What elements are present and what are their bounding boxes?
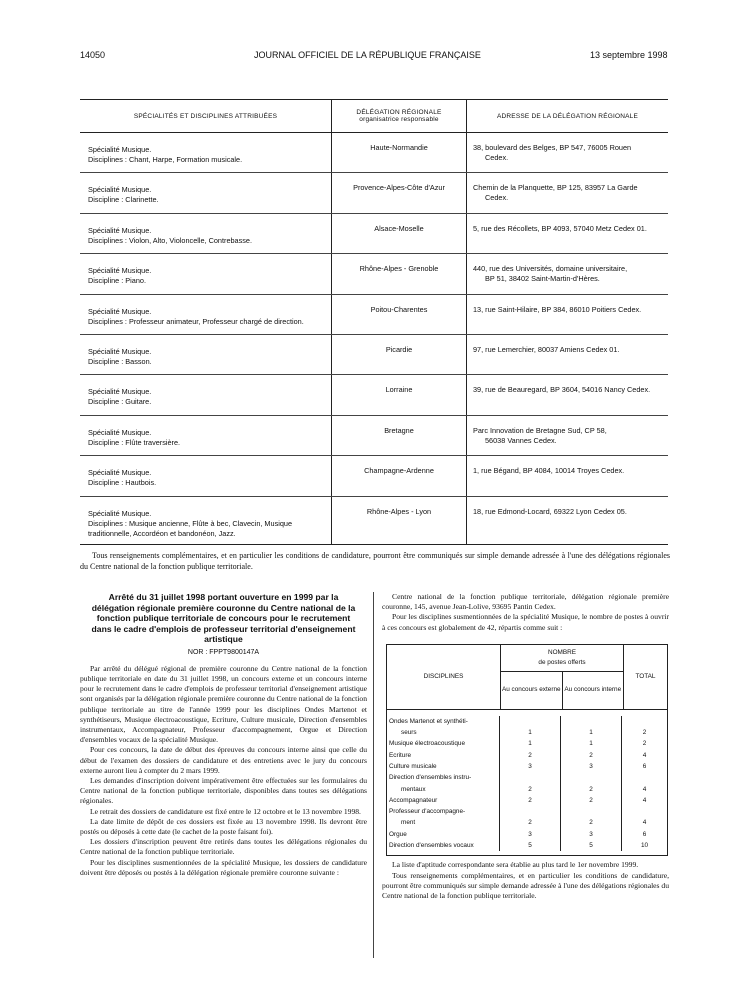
discipline-cell [389, 829, 499, 840]
adresse-line2: Cedex. [485, 153, 509, 162]
arrete-title: Arrêté du 31 juillet 1998 portant ouverture en 1999 par la délégation régionale première couronne du Centre national de la fonction publique territoriale de concours pour le recrutement dans le cadre d'emplois de professeur territorial d'enseignement artistique [91, 592, 356, 644]
interne-value: 5 [589, 842, 593, 850]
cell-adresse [467, 295, 668, 334]
specialite-text: Spécialité Musique. [88, 225, 152, 235]
disciplines-text: Discipline : Basson. [88, 356, 152, 366]
table-row [80, 254, 668, 294]
postes-table-header [387, 645, 667, 710]
col-header-nombre-sub: de postes offerts [538, 658, 586, 666]
disciplines-text: Discipline : Guitare. [88, 397, 152, 407]
cell-delegation: Rhône-Alpes - Grenoble [332, 254, 467, 293]
col-header-total: TOTAL [635, 672, 656, 680]
col-header-specialites: SPÉCIALITÉS ET DISCIPLINES ATTRIBUÉES [80, 100, 332, 132]
disciplines-text: Disciplines : Musique ancienne, Flûte à bec, Clavecin, Musique traditionnelle, Accordéon et bandonéon, Jazz. [88, 518, 293, 538]
discipline-name: Direction d'ensembles vocaux [389, 842, 474, 850]
interne-value: 2 [589, 819, 593, 827]
cell-adresse [467, 497, 668, 544]
col-header-delegation-line1: DÉLÉGATION RÉGIONALE [356, 109, 442, 116]
cell-delegation: Lorraine [332, 375, 467, 414]
discipline-name-cont: mentaux [401, 785, 426, 793]
cell-specialite [80, 335, 332, 374]
cell-delegation: Champagne-Ardenne [332, 456, 467, 495]
adresse-line1: 38, boulevard des Belges, BP 547, 76005 Rouen [473, 143, 632, 152]
body-paragraph: Par arrêté du délégué régional de première couronne du Centre national de la fonction publique territoriale en date du 31 juillet 1998, un concours externe et un concours interne pour le recrutement dans le cadre d'emplois de professeur territorial d'enseignement artistique sont organisés par la délégation régionale première couronne du Centre national de la fonction publique territoriale au titre de l'année 1999 pour les disciplines Ondes Martenot et synthétiseurs, Musique électroacoustique, Ecriture, Culture musicale, Direction d'ensembles instrumentaux, Accompagnateur, Professeur d'accompagnement, Orgue et Direction d'ensembles vocaux de la spécialité Musique. [80, 663, 367, 745]
cell-specialite [80, 133, 332, 172]
cell-specialite [80, 254, 332, 293]
cell-delegation: Picardie [332, 335, 467, 374]
interne-column [561, 716, 622, 852]
adresse-line1: Chemin de la Planquette, BP 125, 83957 La Garde [473, 183, 638, 193]
col-header-concours [501, 672, 623, 709]
total-value: 2 [642, 740, 647, 748]
cell-adresse [467, 416, 668, 455]
cell-delegation: Rhône-Alpes - Lyon [332, 497, 467, 544]
total-value: 10 [640, 842, 649, 850]
adresse-line1: 440, rue des Universités, domaine universitaire, [473, 264, 628, 274]
externe-value: 1 [528, 729, 532, 737]
specialite-text: Spécialité Musique. [88, 306, 152, 316]
body-paragraph: Les demandes d'inscription doivent impérativement être effectuées sur les formulaires du Centre national de la fonction publique territoriale, disponibles dans toutes ses délégations régionales. [80, 775, 367, 806]
discipline-cell [389, 761, 499, 772]
col-header-interne: Au concours interne [564, 686, 622, 694]
table-row [80, 497, 668, 544]
adresse-line2: BP 51, 38402 Saint-Martin-d'Hères. [485, 274, 600, 284]
note-paragraph: Tous renseignements complémentaires, et en particulier les conditions de candidature, pourront être communiqués sur simple demande adressée à l'une des délégations régionales du Centre national de la fonction publique territoriale. [80, 551, 670, 571]
discipline-name: Ecriture [389, 751, 412, 759]
table-row [80, 295, 668, 335]
discipline-name-cont: seurs [401, 729, 417, 737]
externe-value: 2 [528, 751, 532, 759]
adresse-line1: 18, rue Edmond-Locard, 69322 Lyon Cedex 05. [473, 506, 627, 516]
table-header [80, 100, 668, 133]
right-column [382, 592, 669, 901]
interne-value: 2 [589, 796, 593, 804]
table-row [80, 456, 668, 496]
discipline-cell [389, 716, 499, 739]
cell-delegation: Poitou-Charentes [332, 295, 467, 334]
col-header-nombre [501, 645, 623, 672]
discipline-cell [389, 772, 499, 795]
total-value: 4 [642, 819, 647, 827]
specialite-text: Spécialité Musique. [88, 387, 152, 397]
page-number: 14050 [80, 50, 106, 60]
body-paragraph: La date limite de dépôt de ces dossiers est fixée au 13 novembre 1998. Ils devront être postés ou déposés à cette date (le cachet de la poste faisant foi). [80, 816, 367, 836]
disciplines-text: Discipline : Flûte traversière. [88, 437, 181, 447]
adresse-line1: 5, rue des Récollets, BP 4093, 57040 Metz Cedex 01. [473, 223, 647, 233]
discipline-name: Orgue [389, 830, 407, 838]
delegations-table [80, 99, 668, 545]
body-paragraph: Tous renseignements complémentaires, et en particulier les conditions de candidature, pourront être communiqués sur simple demande adressée à l'une des délégations régionales du Centre national de la fonction publique territoriale. [382, 870, 669, 900]
cell-specialite [80, 173, 332, 212]
discipline-name: Culture musicale [389, 763, 437, 770]
externe-value: 1 [528, 740, 532, 748]
left-column [80, 592, 367, 878]
disciplines-text: Disciplines : Violon, Alto, Violoncelle, Contrebasse. [88, 235, 253, 245]
total-value: 6 [642, 763, 647, 770]
specialite-text: Spécialité Musique. [88, 185, 152, 195]
adresse-line2: 56038 Vannes Cedex. [485, 435, 557, 445]
body-paragraph: Le retrait des dossiers de candidature est fixé entre le 12 octobre et le 13 novembre 1998. [90, 806, 361, 816]
discipline-name: Musique électroacoustique [389, 740, 466, 748]
discipline-name-cont: ment [401, 819, 416, 827]
table-row [80, 133, 668, 173]
disciplines-column [387, 716, 500, 852]
table-row [80, 416, 668, 456]
issue-date: 13 septembre 1998 [590, 50, 668, 60]
col-header-nombre-label: NOMBRE [547, 648, 577, 656]
cell-adresse [467, 375, 668, 414]
cell-specialite [80, 497, 332, 544]
discipline-name: Accompagnateur [389, 796, 438, 804]
specialite-text: Spécialité Musique. [88, 145, 152, 154]
cell-delegation: Provence-Alpes-Côte d'Azur [332, 173, 467, 212]
disciplines-text: Discipline : Clarinette. [88, 195, 159, 205]
body-paragraph: Les dossiers d'inscription peuvent être retirés dans toutes les délégations régionales du Centre national de la fonction publique territoriale. [80, 837, 367, 857]
cell-specialite [80, 295, 332, 334]
total-value: 4 [642, 785, 647, 793]
adresse-line1: 39, rue de Beauregard, BP 3604, 54016 Nancy Cedex. [473, 385, 651, 395]
adresse-line2: Cedex. [485, 193, 509, 203]
disciplines-text: Disciplines : Professeur animateur, Professeur chargé de direction. [88, 316, 304, 326]
interne-value: 3 [589, 763, 593, 770]
specialite-text: Spécialité Musique. [88, 468, 152, 478]
col-header-disciplines: DISCIPLINES [387, 645, 501, 709]
externe-value: 3 [528, 763, 532, 770]
externe-value: 2 [528, 796, 532, 804]
disciplines-text: Disciplines : Chant, Harpe, Formation musicale. [88, 155, 243, 164]
interne-value: 1 [589, 740, 593, 748]
col-header-delegation-line2: organisatrice responsable [359, 116, 439, 123]
interne-value: 1 [589, 729, 593, 737]
journal-title: JOURNAL OFFICIEL DE LA RÉPUBLIQUE FRANÇAISE [254, 50, 481, 60]
discipline-cell [389, 806, 499, 829]
interne-value: 3 [589, 830, 593, 838]
col-header-externe: Au concours externe [501, 672, 563, 709]
externe-value: 5 [528, 842, 532, 850]
discipline-name: Professeur d'accompagne- [389, 808, 466, 816]
total-value: 4 [642, 796, 647, 804]
cell-adresse [467, 456, 668, 495]
total-value: 6 [642, 830, 647, 838]
cell-adresse [467, 173, 668, 212]
interne-value: 2 [589, 751, 593, 759]
col-header-delegation [332, 100, 467, 132]
discipline-cell [389, 795, 499, 806]
disciplines-text: Discipline : Piano. [88, 276, 146, 286]
discipline-cell [389, 750, 499, 761]
cell-specialite [80, 416, 332, 455]
body-paragraph: La liste d'aptitude correspondante sera établie au plus tard le 1er novembre 1999. [392, 860, 639, 870]
cell-adresse [467, 133, 668, 172]
cell-specialite [80, 456, 332, 495]
table-row [80, 335, 668, 375]
cell-adresse [467, 335, 668, 374]
postes-table [386, 644, 668, 857]
total-value: 4 [642, 751, 647, 759]
specialite-text: Spécialité Musique. [88, 508, 152, 518]
table-row [80, 375, 668, 415]
specialite-text: Spécialité Musique. [88, 346, 152, 356]
externe-value: 2 [528, 785, 532, 793]
column-divider [373, 592, 374, 958]
discipline-cell [389, 738, 499, 749]
body-paragraph: Pour ces concours, la date de début des épreuves du concours interne ainsi que celle du début de l'examen des dossiers de candidature et des entretiens avec le jury du concours externe auront lieu à compter du 2 mars 1999. [80, 745, 367, 775]
postes-table-body [387, 710, 667, 856]
specialite-text: Spécialité Musique. [88, 427, 152, 437]
table-row [80, 214, 668, 254]
adresse-line1: 97, rue Lemerchier, 80037 Amiens Cedex 01. [473, 344, 620, 354]
col-header-adresse: ADRESSE DE LA DÉLÉGATION RÉGIONALE [496, 112, 639, 120]
cell-delegation: Alsace-Moselle [332, 214, 467, 253]
specialite-text: Spécialité Musique. [88, 266, 152, 276]
externe-value: 3 [528, 830, 532, 838]
body-paragraph: Pour les disciplines susmentionnées de la spécialité Musique, les dossiers de candidature doivent être déposés ou postés à la délégation régionale première couronne suivante : [80, 857, 367, 877]
cell-specialite [80, 375, 332, 414]
total-value: 2 [642, 729, 647, 737]
total-column [622, 716, 667, 852]
body-paragraph: Centre national de la fonction publique territoriale, délégation régionale première couronne, 145, avenue Jean-Lolive, 93695 Pantin Cedex. [382, 592, 669, 612]
adresse-line1: Parc Innovation de Bretagne Sud, CP 58, [473, 425, 607, 435]
nor-reference: NOR : FPPT9800147A [187, 648, 260, 656]
adresse-line1: 13, rue Saint-Hilaire, BP 384, 86010 Poitiers Cedex. [473, 304, 642, 314]
externe-column [500, 716, 561, 852]
disciplines-text: Discipline : Hautbois. [88, 478, 157, 488]
cell-adresse [467, 254, 668, 293]
cell-adresse [467, 214, 668, 253]
discipline-name: Direction d'ensembles instru- [389, 774, 472, 782]
cell-delegation: Bretagne [332, 416, 467, 455]
externe-value: 2 [528, 819, 532, 827]
cell-specialite [80, 214, 332, 253]
table-row [80, 173, 668, 213]
col-header-nombre-group [501, 645, 624, 709]
discipline-name: Ondes Martenot et synthéti- [389, 717, 468, 725]
adresse-line1: 1, rue Bégand, BP 4084, 10014 Troyes Cedex. [473, 466, 625, 476]
body-paragraph: Pour les disciplines susmentionnées de la spécialité Musique, le nombre de postes à ouvrir à ces concours est globalement de 42, répartis comme suit : [382, 612, 669, 632]
interne-value: 2 [589, 785, 593, 793]
cell-delegation: Haute-Normandie [332, 133, 467, 172]
discipline-cell [389, 840, 499, 851]
